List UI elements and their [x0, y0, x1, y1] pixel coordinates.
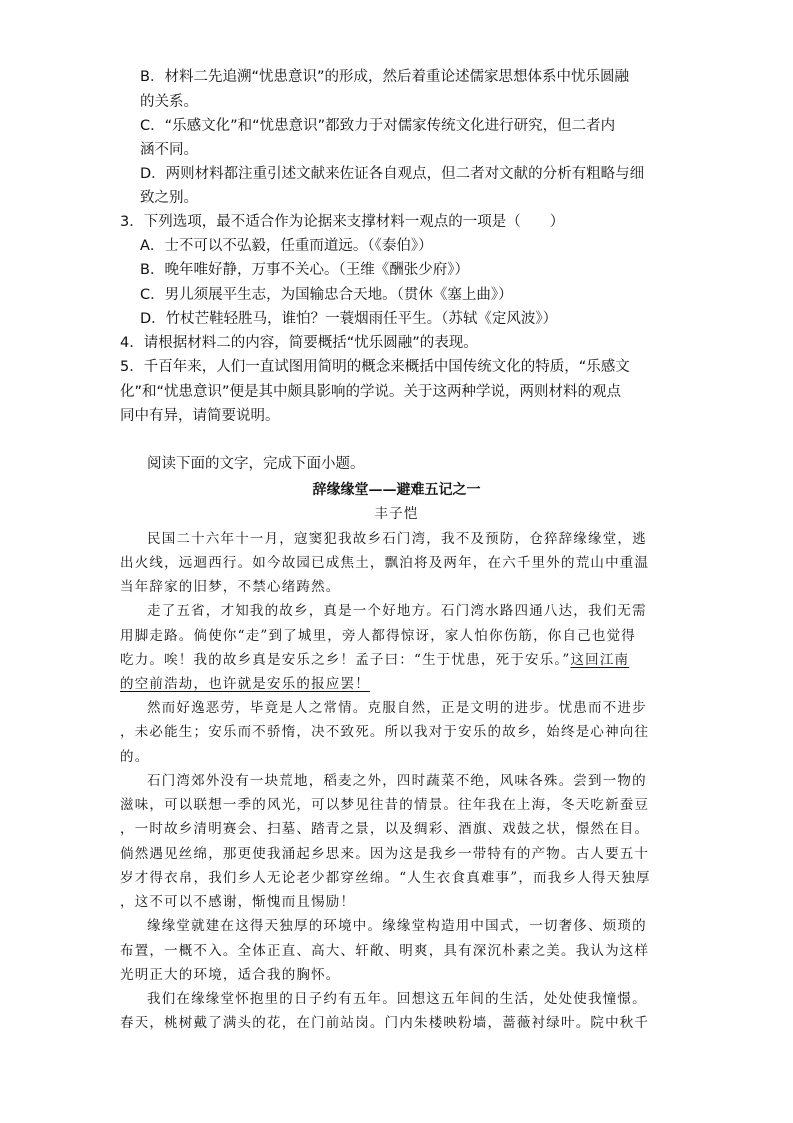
- paragraph-2-line1: 走了五省，才知我的故乡，真是一个好地方。石门湾水路四通八达，我们无需: [147, 603, 647, 619]
- paragraph-6-line1: 我们在缘缘堂怀抱里的日子约有五年。回想这五年间的生活，处处使我憧憬。: [147, 991, 647, 1007]
- option-b-line2: 的关系。: [140, 94, 198, 110]
- question-3-option-d: D．竹杖芒鞋轻胜马，谁怕？一蓑烟雨任平生。（苏轼《定风波》）: [140, 311, 558, 327]
- paragraph-5-line1: 缘缘堂就建在这得天独厚的环境中。缘缘堂构造用中国式，一切奢侈、烦琐的: [147, 918, 647, 934]
- option-d-line2: 致之别。: [140, 190, 198, 206]
- option-d-line1: D．两则材料都注重引述文献来佐证各自观点，但二者对文献的分析有粗略与细: [140, 166, 645, 182]
- underlined-sentence-part1: 这回江南: [570, 652, 630, 668]
- question-4: 4．请根据材料二的内容，简要概括“忧乐圆融”的表现。: [120, 335, 478, 351]
- paragraph-4-line3: ，一时故乡清明赛会、扫墓、踏青之景，以及绸彩、酒旗、戏鼓之状，憬然在目。: [120, 821, 650, 837]
- paragraph-4-line4: 倘然遇见丝绵，那更使我涌起乡思来。因为这是我乡一带特有的产物。古人要五十: [120, 846, 650, 862]
- underlined-sentence-part2: 的空前浩劫，也许就是安乐的报应罢！: [120, 676, 370, 692]
- paragraph-3-line3: 的。: [120, 749, 150, 765]
- paragraph-1-line1: 民国二十六年十一月，寇窦犯我故乡石门湾，我不及预防，仓猝辞缘缘堂，逃: [147, 531, 647, 547]
- paragraph-5-line2: 布置，一概不入。全体正直、高大、轩敞、明爽，具有深沉朴素之美。我认为这样: [120, 943, 650, 959]
- paragraph-6-line2: 春天，桃树戴了满头的花，在门前站岗。门内朱楼映粉墙，蔷薇衬绿叶。院中秋千: [120, 1015, 650, 1031]
- question-5-line2: 化”和“忧患意识”便是其中颇具影响的学说。关于这两种学说，两则材料的观点: [120, 384, 622, 400]
- paragraph-3-line1: 然而好逸恶劳，毕竟是人之常情。克服自然，正是文明的进步。忧患而不进步: [147, 700, 647, 716]
- paragraph-4-line1: 石门湾郊外没有一块荒地，稻麦之外，四时蔬菜不绝，风味各殊。尝到一物的: [147, 773, 647, 789]
- reading-instruction: 阅读下面的文字，完成下面小题。: [147, 456, 365, 472]
- paragraph-1-line2: 出火线，远迴西行。如今故园已成焦土，飘泊将及两年，在六千里外的荒山中重温: [120, 555, 650, 571]
- paragraph-3-line2: ，未必能生；安乐而不骄惰，决不致死。所以我对于安乐的故乡，始终是心神向往: [120, 724, 650, 740]
- question-5-line1: 5．千百年来，人们一直试图用简明的概念来概括中国传统文化的特质，“乐感文: [120, 359, 630, 375]
- paragraph-4-line2: 滋味，可以联想一季的风光，可以梦见往昔的情景。往年我在上海，冬天吃新蚕豆: [120, 797, 650, 813]
- paragraph-2-line3: [120, 648, 629, 672]
- essay-author: 丰子恺: [374, 506, 419, 522]
- question-5-line3: 同中有异，请简要说明。: [120, 408, 280, 424]
- paragraph-1-line3: 当年辞家的旧梦，不禁心绪踌然。: [120, 579, 341, 595]
- option-c-line2: 涵不同。: [140, 142, 198, 158]
- essay-title: 辞缘缘堂——避难五记之一: [312, 482, 481, 498]
- question-3-stem: 3．下列选项，最不适合作为论据来支撑材料一观点的一项是（ ）: [120, 214, 565, 230]
- question-3-option-b: B．晚年唯好静，万事不关心。（王维《酬张少府》）: [140, 262, 469, 278]
- option-c-line1: C．“乐感文化”和“忧患意识”都致力于对儒家传统文化进行研究，但二者内: [140, 118, 616, 134]
- option-b-line1: B．材料二先追溯“忧患意识”的形成，然后着重论述儒家思想体系中忧乐圆融: [140, 69, 629, 85]
- paragraph-4-line6: ，这不可以不感谢，惭愧而且惕励！: [120, 894, 356, 910]
- question-3-option-a: A．士不可以不弘毅，任重而道远。（《泰伯》）: [140, 238, 433, 254]
- paragraph-5-line3: 光明正大的环境，适合我的胸怀。: [120, 967, 341, 983]
- paragraph-2-line3-text: 吃力。唉！我的故乡真是安乐之乡！孟子曰：“生于忧患，死于安乐。”: [120, 652, 571, 668]
- paragraph-2-line2: 用脚走路。倘使你“走”到了城里，旁人都得惊讶，家人怕你伤筋，你自己也觉得: [120, 628, 637, 644]
- paragraph-4-line5: 岁才得衣帛，我们乡人无论老少都穿丝绵。“人生衣食真难事”，而我乡人得天独厚: [120, 870, 651, 886]
- question-3-option-c: C．男儿须展平生志，为国输忠合天地。（贯休《塞上曲》）: [140, 287, 513, 303]
